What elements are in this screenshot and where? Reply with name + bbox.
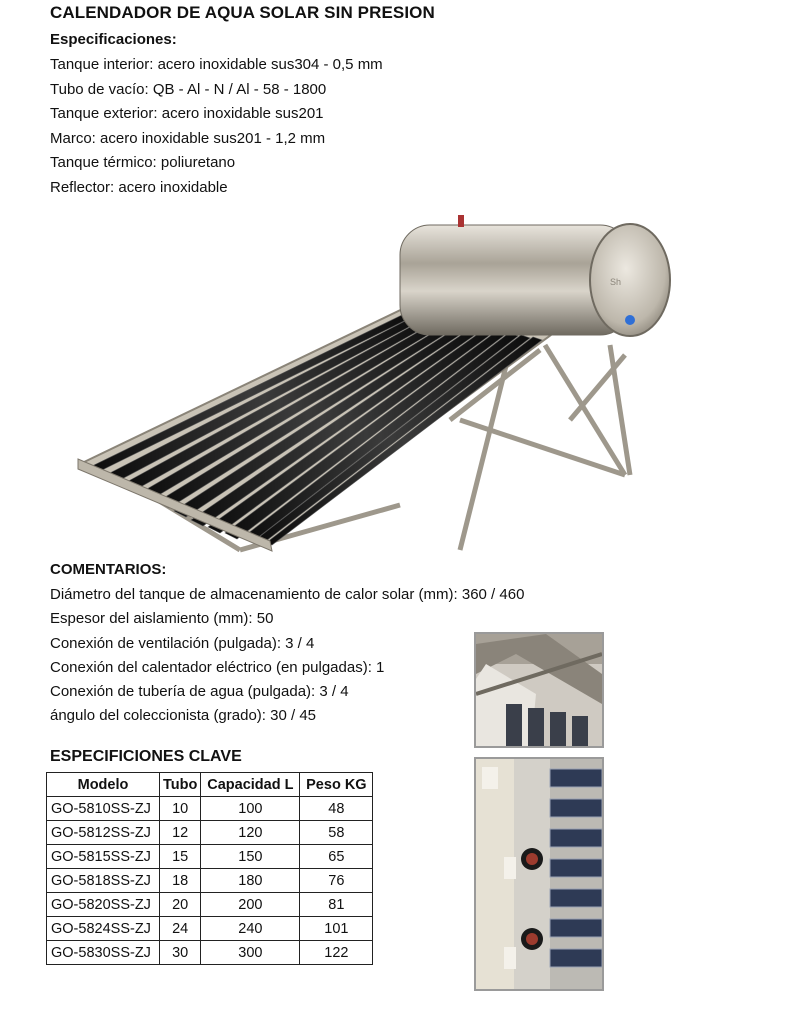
table-row bbox=[47, 869, 373, 893]
table-cell: 300 bbox=[201, 941, 300, 965]
table-cell: 76 bbox=[300, 869, 373, 893]
comments-list bbox=[50, 583, 524, 729]
specs-list bbox=[50, 53, 383, 200]
comments-heading: COMENTARIOS: bbox=[50, 561, 167, 578]
table-cell: 100 bbox=[201, 797, 300, 821]
tube-connection-photo bbox=[476, 759, 602, 989]
table-cell: 150 bbox=[201, 845, 300, 869]
specs-heading: Especificaciones: bbox=[50, 31, 177, 48]
specs-table bbox=[46, 772, 373, 965]
svg-text:Sh: Sh bbox=[610, 277, 622, 287]
key-specs-heading: ESPECIFICIONES CLAVE bbox=[50, 748, 242, 765]
table-row bbox=[47, 941, 373, 965]
comment-item: Conexión del calentador eléctrico (en pulgadas): 1 bbox=[50, 658, 385, 676]
table-cell: GO-5812SS-ZJ bbox=[47, 821, 160, 845]
page-title: CALENDADOR DE AQUA SOLAR SIN PRESION bbox=[50, 3, 435, 22]
table-cell: 20 bbox=[160, 893, 201, 917]
detail-photo-frame bbox=[474, 632, 604, 748]
spec-item: Marco: acero inoxidable sus201 - 1,2 mm bbox=[50, 129, 326, 147]
table-row bbox=[47, 845, 373, 869]
column-header: Capacidad L bbox=[201, 773, 300, 797]
table-cell: 15 bbox=[160, 845, 201, 869]
column-header: Modelo bbox=[47, 773, 160, 797]
frame-detail-photo bbox=[476, 634, 602, 746]
table-cell: GO-5818SS-ZJ bbox=[47, 869, 160, 893]
table-cell: 200 bbox=[201, 893, 300, 917]
table-cell: 18 bbox=[160, 869, 201, 893]
comment-item: Diámetro del tanque de almacenamiento de calor solar (mm): 360 / 460 bbox=[50, 586, 525, 603]
table-cell: 24 bbox=[160, 917, 201, 941]
table-cell: 81 bbox=[300, 893, 373, 917]
spec-item: Tubo de vacío: QB - Al - N / Al - 58 - 1800 bbox=[50, 80, 327, 98]
table-cell: 48 bbox=[300, 797, 373, 821]
comment-item: Espesor del aislamiento (mm): 50 bbox=[50, 610, 274, 628]
spec-item: Tanque térmico: poliuretano bbox=[50, 154, 236, 171]
solar-water-heater-image bbox=[70, 205, 690, 555]
table-cell: 12 bbox=[160, 821, 201, 845]
spec-item: Tanque interior: acero inoxidable sus304 - 0,5 mm bbox=[50, 56, 383, 73]
table-cell: 240 bbox=[201, 917, 300, 941]
table-cell: GO-5830SS-ZJ bbox=[47, 941, 160, 965]
table-cell: 65 bbox=[300, 845, 373, 869]
table-cell: GO-5815SS-ZJ bbox=[47, 845, 160, 869]
table-cell: GO-5810SS-ZJ bbox=[47, 797, 160, 821]
table-cell: GO-5820SS-ZJ bbox=[47, 893, 160, 917]
table-cell: 120 bbox=[201, 821, 300, 845]
table-header-row bbox=[47, 773, 373, 797]
comment-item: Conexión de tubería de agua (pulgada): 3 / 4 bbox=[50, 683, 349, 701]
table-cell: 122 bbox=[300, 941, 373, 965]
table-cell: 101 bbox=[300, 917, 373, 941]
table-row bbox=[47, 893, 373, 917]
table-cell: 10 bbox=[160, 797, 201, 821]
comment-item: Conexión de ventilación (pulgada): 3 / 4 bbox=[50, 634, 315, 652]
table-row bbox=[47, 797, 373, 821]
column-header: Tubo bbox=[160, 773, 201, 797]
spec-item: Reflector: acero inoxidable bbox=[50, 178, 228, 196]
table-cell: 180 bbox=[201, 869, 300, 893]
table-cell: GO-5824SS-ZJ bbox=[47, 917, 160, 941]
spec-item: Tanque exterior: acero inoxidable sus201 bbox=[50, 105, 324, 122]
detail-photo-frame bbox=[474, 757, 604, 991]
table-row bbox=[47, 917, 373, 941]
comment-item: ángulo del coleccionista (grado): 30 / 45 bbox=[50, 707, 317, 725]
table-cell: 58 bbox=[300, 821, 373, 845]
table-row bbox=[47, 821, 373, 845]
column-header: Peso KG bbox=[300, 773, 373, 797]
table-cell: 30 bbox=[160, 941, 201, 965]
